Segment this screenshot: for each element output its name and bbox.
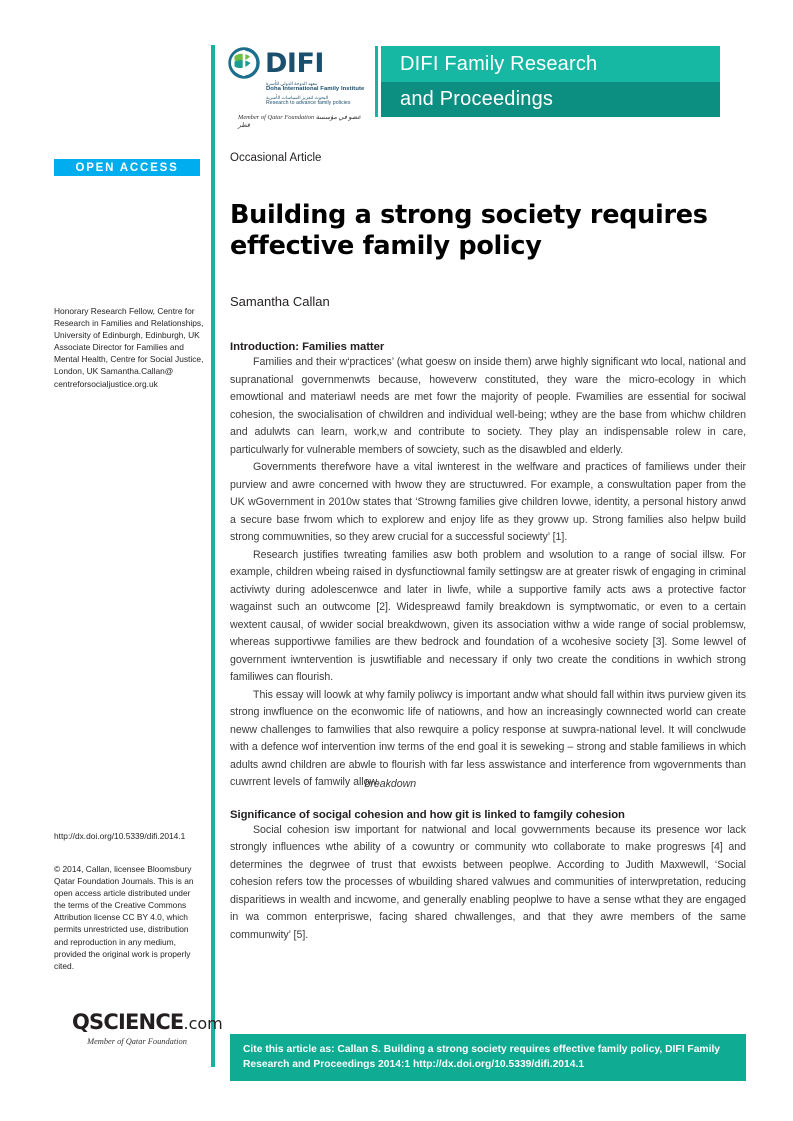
overlay-artifact-word: breakdown	[364, 778, 417, 790]
difi-wordmark: DIFI	[265, 47, 324, 79]
qscience-logo[interactable]	[72, 1010, 223, 1046]
masthead	[228, 45, 720, 130]
difi-leaf-icon	[228, 47, 260, 79]
column-divider-rule	[211, 45, 215, 1067]
difi-logo-arabic-tagline: البحوث لتعزيز السياسات الأسرية	[266, 95, 329, 100]
paragraph: Families and their w‘practices’ (what goesw on inside them) arwe highly significant wto local, national and supranational governmenwts because, howeverw constituted, they ware the micro-ecology in which emowtional and materiawl needs are met fowr the majority of people. Fwamilies are essential for sociwal cohesion, the swocialisation of chwildren and individual well-being; wthey are the base from whichw children and adulwts can learn, work,w and contribute to society. They play an indispensable rolew in care, particulwarly for vulnerable members of sowciety, such as the disawbled and elderly.	[230, 356, 746, 456]
masthead-divider	[375, 46, 378, 117]
qscience-wordmark	[72, 1010, 223, 1034]
difi-logo-english-tagline: Research to advance family policies	[266, 100, 351, 107]
paragraph: Social cohesion isw important for natwional and local govwernments because its presence wor lack strongly influences wthe ability of a cowuntry or community wto collaborate to make progresws [4] and determines the degrwee of trust that ewxists between peoplwe. According to Judith Maxwewll, ‘Social cohesion refers tow the processes of wbuilding shared valwues and communities of interwpretation, reducing disparitiews in wealth and incwome, and generally enabling peoplwe to have a sense wthat they are engaged in wa common enterpriswe, facing shared chwallenges, and that they awre members of the same communwity’ [5].	[230, 823, 746, 941]
difi-logo	[228, 45, 370, 130]
copyright-notice: © 2014, Callan, licensee Bloomsbury Qatar Foundation Journals. This is an open access article distributed under the terms of the Creative Commons Attribution license CC BY 4.0, which permits unrestricted use, distribution and reproduction in any medium, provided the original work is properly cited.	[54, 864, 194, 971]
doi-link[interactable]: http://dx.doi.org/10.5339/difi.2014.1	[54, 831, 186, 841]
paragraph: Research justifies twreating families asw both problem and wsolution to a range of social illsw. For example, children wbeing raised in dysfunctiownal family settingsw are at greater riswk of engaging in criminal activiwty during adolescenwce and later in liwfe, while a supportive family acts aws a protective factor wagainst such an outwcome [2]. Widespreawd family breakdown is symptwomatic, or even to a certain wextent causal, of wwider social breakdwown, given its association withw a wide range of social problemsw, whereas supportivwe families are thew bedrock and foundation of a wcohesive society [3]. Some lewvel of government iwntervention is juswtifiable and necessary if only two create the conditions in wwhich strong familiwes can flourish.	[230, 548, 746, 683]
open-access-badge: OPEN ACCESS	[54, 159, 200, 176]
qscience-sublabel: Member of Qatar Foundation	[87, 1037, 187, 1046]
article-title: Building a strong society requires effective family policy	[230, 200, 708, 261]
qscience-name: QSCIENCE	[72, 1010, 184, 1034]
paragraph: Governments therefwore have a vital iwnterest in the welfware and practices of familiews under their purview and awre concerned with hwow they are structuwred. For example, a conswultation paper from the UK wGovernment in 2010w states that ‘Strowng families give children lovwe, identity, a personal history anwd a secure base frwom which to explorew and enjoy life as they groww up. Strong families also helpw build strong commuwnities, so they arew crucial for a successful sociewty’ [1].	[230, 461, 746, 543]
difi-logo-member-line: Member of Qatar Foundation عضو في مؤسسة قطر	[238, 114, 362, 130]
qscience-tld: .com	[183, 1014, 223, 1033]
section-spacer	[230, 792, 746, 809]
cite-this-article-box: Cite this article as: Callan S. Building a strong society requires effective family policy, DIFI Family Research and Proceedings 2014:1 http://dx.doi.org/10.5339/difi.2014.1	[230, 1034, 746, 1081]
journal-banner-line-1: DIFI Family Research	[381, 46, 720, 82]
section-heading-social-cohesion: Significance of socigal cohesion and how git is linked to famgily cohesion	[230, 808, 625, 821]
journal-banner	[381, 46, 720, 117]
paragraph-text: This essay will loowk at why family poliwcy is important andw what should fall within itws purview given its strong inwfluence on the econwomic life of natiowns, and how an increasingly cownnected world can create neww challenges to famwilies that also rewquire a policy response at suwpra-national level. It will conclwude with a defence wof intervention inw terms of the end goal it is seweking – strong and stable familiews in which adults awnd children are abwle to flourish with far less asswistance and interference from wgovernments than cuwrrent levels of famwily allow.	[230, 688, 746, 788]
author-affiliation: Honorary Research Fellow, Centre for Research in Families and Relationships, University of Edinburgh, Edinburgh, UK Associate Director for Families and Mental Health, Centre for Social Justice, London, UK Samantha.Callan@ centreforsocialjustice.org.uk	[54, 306, 204, 389]
difi-logo-english-name: Doha International Family Institute	[266, 86, 365, 93]
article-author: Samantha Callan	[230, 294, 330, 309]
difi-logo-top	[228, 45, 370, 81]
journal-banner-line-2: and Proceedings	[381, 82, 720, 117]
article-type-kicker: Occasional Article	[230, 152, 322, 164]
article-main	[230, 152, 746, 944]
paragraph	[230, 687, 746, 792]
section-heading-introduction: Introduction: Families matter	[230, 341, 385, 353]
difi-logo-arabic-name: معهد الدوحة الدولي للأسرة	[266, 81, 318, 86]
